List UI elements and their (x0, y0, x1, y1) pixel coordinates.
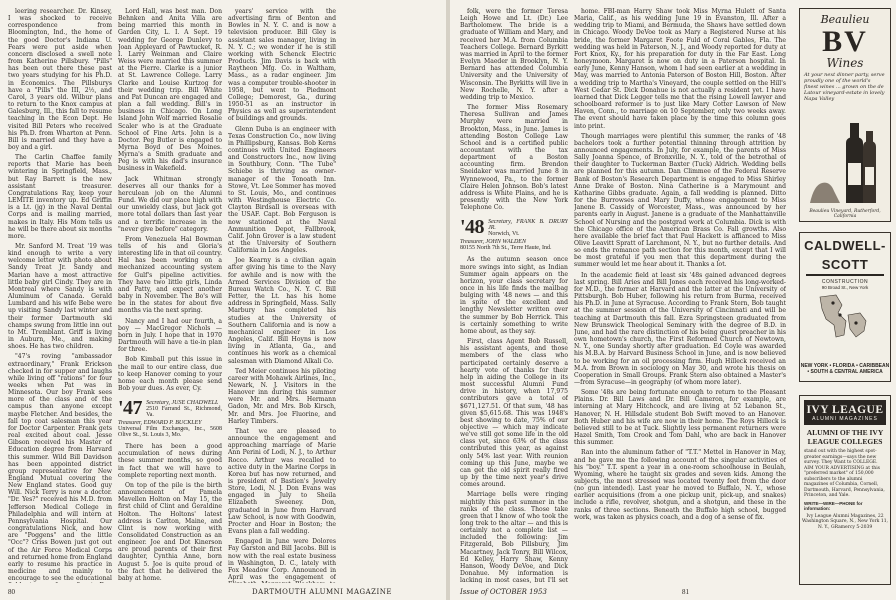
class-secretary: Secretary, JUSE CHADWELL (146, 400, 219, 407)
paragraph: Bob Kimball put this issue in the mail to our entire class, due to keep Hanover coming to your home each month please send Bob your dues. As ever, Cy. (118, 356, 222, 392)
paragraph: Nancy and I had our fourth, a boy — MacGregor Nichols — born in July. I hope that in 1970 Dartmouth will have a tie-in plan for three. (118, 317, 222, 354)
class-treasurer-address: 80155 North 7th St., Terre Haute, Ind. (460, 245, 552, 252)
class-secretary-address: 2510 Farrand St., Richmond, Va. (146, 406, 222, 419)
class-year: '48 (460, 216, 485, 239)
caldwell-scott-ad (799, 232, 891, 382)
paragraph: Engaged in June were Dolores Fay Garston and Bill Jacobs. Bill is now with the real estate business in Washington, D. C., lately with Fox Meadow Corp. Announced in April was the engagement of (228, 538, 336, 582)
ad-title: IVY LEAGUE (806, 404, 884, 416)
paragraph: home. FBI-man Harry Shaw took Miss Myrna Hulett of Santa Maria, Calif., as his wedding June 19 in Evanston, Ill. After a wedding trip to Miami, and Bermuda, the Shaws have settled down in Chicago. Woody DeVoe took as Mary a Registered Nurse at his bride, the former Margaret Foote Fuld of Coral Gables, Fla. The wedding was held in Paterson, N. J., and Woody reported for duty at Fort Knox, Ky., for his preparation for duty in the Far East. Long honeymoon. Margaret is now on duty in a Paterson hospital. In early June, Kenny Hanson, whom I had seen earlier at a wedding in May, was married to Antonia Paterson of Boston Hill, Boston. After a wedding trip to Martha's Vineyard, the couple settled on the Hill's West Cedar St. Dick Donahue is not actually a resident yet. I have learned that Dick Legger tells me that the rising Lowell lawyer and schoolboard reformer is to just like Mary Cotter Lawson of New Haven, Conn., to marriage on 10 September, only two weeks away. The event should have taken place by the time this column goes into print. (574, 8, 786, 130)
paragraph: years' service with the advertising firm of Benton and Bowles in N. Y. C. and is now a television producer. Bill Gley is assistant sales manager, living in N. Y. C.; we wonder if he is still working with Schenck Electric Products. Jim Davis is back with Raytheon Mfg. Co. in Waltham, Mass., as a radar engineer. Jim was a computer trouble-shooter in 1958, but went to Piedmont College; Demorest, Ga., during 1950-51 as an instructor in Physics as well as superintendent of buildings and grounds. (228, 8, 336, 123)
right-column-1 (460, 8, 568, 583)
paragraph: Lord Hall, was best man. Don Behnken and Anita Villa are being married this month in Garden City, L. I. A Sept. 19 wedding for George Dunlevy to Joan Appleyard of Pawtucket, R. I. Larry Weinman and Claire Weiss were married this summer at the Pierre. Clarke is a junior at St. Lawrence College. Larry Clarke and Louise Kurtzog for their wedding trip. Bill White and Pat Duncan are engaged and plan a fall wedding. Bill's in business in Chicago. On Long Island John Wolf married Rosalie Scaler who is at the Graduate School of Fine Arts. John is a Doctor. Peg Butler is engaged to Myrna Boyd of Des Moines. Myrna's a Smith graduate and Peg is with his dad's insurance business in Wakefield. (118, 8, 222, 173)
paragraph: First, class Agent Bob Russell, his assistant agents, and those members of the class who participated certainly deserve a hearty vote of thanks for their help in aiding the College in its most successful Alumni Fund drive in history, when 17,975 contributors gave a total of $671,127.51. Of that sum, '48 has given $5,615.68. This was 1948's best showing to date, 75% of our objective — which may indicate we've still got some life in the old class yet, since 63% of the class contributed this year, as against only 54% last year. With reunion coming up this June, maybe we can get the old spirit really fired up by the time next year's drive comes around. (460, 338, 568, 489)
ad-rule (806, 274, 884, 276)
ad-footer: Beaulieu Vineyard, Rutherford, California (809, 209, 881, 219)
left-page (0, 0, 446, 600)
map-illustration (800, 291, 890, 341)
class-treasurer: Treasurer, EDWARD P. BUCKLEY (118, 420, 202, 427)
right-page (450, 0, 896, 600)
paragraph: The former Miss Rosemary Theresa Sullivan and James Murphy were married in Brookton, Mass., in June. James is attending Boston College Law School and is a certified public accountant with the tax department of a Boston accounting firm. Brendon Sneidaker was married June 8 in Wynnewood, Pa., to the former Claire Helen Johnson. Bob's latest address is White Plains, and he is presently with the New York Telephone Co. (460, 104, 568, 212)
paragraph: Ted Meier continues his piloting career with Mohawk Airlines, Inc., Newark, N. J. Visitors in the Hanover inn during this summer were Mr. and Mrs. Hermann Gadon, Mr. and Mrs. Bob Kirsch, Mr. and Mrs. Joe Fluorine, and Harley Timbers. (228, 367, 336, 425)
class-treasurer-address: Universal Film Exchanges, Inc., 5608 Olive St., St. Louis 3, Mo. (118, 426, 222, 439)
paragraph: That we are pleased to announce the engagement and approaching marriage of Marie Ann Perini of Lodi, N. J., to Arthur Rocco. Arthur was recalled to active duty in the Marine Corps in Korea but has now returned, and is president of Bastien's Jewelry Store, Lodi, N. J. Don Evans was engaged in July to Sheila Elizabeth Sweeney. Don, graduated in June from Harvard Law School, is now with Goodwin, Procter and Hoar in Boston; the Evans plan a fall wedding. (228, 427, 336, 536)
class-secretary: Secretary, FRANK B. DRURY JR. (488, 219, 568, 232)
paragraph: "47's roving "ambassador extraordinary," Frank Erickson checked in for supper and laughs while living off "rations" for four weeks when Pat was in Minnesota. Our boy Frank sees more of the class and of the campus than anyone except maybe Fletcher. And besides, the fall top coat salesman this year for Doctor Carpenter. Frank gets real excited about coal. Jesse Gibson received his Master of Education degree from Harvard this summer. Wild Bill Davidson has been appointed district group representative for New England Mutual covering the New England states. Good guy Will. Nick Terry is now a doctor. "Dr. Yes?" received his M.D. from Jefferson Medical College in Philadelphia and will intern at Pennsylvania Hospital. Our congratulations Nick, and how are "Poggens" and the little "Occ"? Criss Bowen just got out of the Air Force Medical Corps and returned home from England early to resume his practice in medicine and mainly to encourage to see the educational (8, 353, 112, 583)
paragraph: From Venezuela Hal Bowman tells of his and Gloria's interesting life in that oil country. Hal has been working on a mechanized accounting system for Gulf's pipeline activities. They have two little girls, Linda and Patty, and expect another baby in November. The Bo's will be in the states for about five months via the next spring. (118, 235, 222, 315)
paragraph: There has been a good accumulation of news during these summer months, so good in fact that we will have to complete reporting next month. (118, 443, 222, 479)
ad-address: Ivy League Alumni Magazines, 22 Washington Square, N., New York 11, N. Y., GRamercy 5-2039 (802, 513, 888, 530)
paragraph: Ran into the aluminum father of "T.T." Mettel in Hanover in May, and he gave me the following account of the singular activities of his "boy." T.T. spent a year in a one-room schoolhouse in Beulah, Wyoming, where he taught six grades and seven kids. Among the subjects, the most stressed was located twenty feet from the door (no gun intended). Last year he moved to Buffalo, N. Y., whose earlier acquisitions (from a one pickup unit, pick-up, and snakes) include a rifle, revolver, shotgun, and a shotgun, and these in the ranks of three sections. Beneath the Buffalo high school, bugged work, was taken as physics coach, and a dog of a sense of fix. (574, 449, 786, 521)
paragraph: folk, were the former Teresa Leigh Howe and Lt. (Dr.) Lee Bartholomew. The bride is a graduate of William and Mary, and received her M.A. from Columbia Teachers College. Bernard Byrkitt was married in April to the former Evelyn Maeder in Brooklyn, N. Y. Bernard has attended Columbia University and the University of Wisconsin. The Byrkitts will live in New Rochelle, N. Y. after a wedding trip to Mexico. (460, 8, 568, 101)
class-year: '47 (118, 397, 143, 420)
page-number-right: 81 (682, 588, 689, 596)
paragraph: Mr. Sanford M. Treat '19 was kind enough to write a very welcome letter with photo about Sandy Treat Jr. Sandy and Marian have a most attractive little baby girl Cindy. They are in Montreal where Sandy is with Aluminum of Canada. Gerald Lumbard and his wife Bebe were up visiting Sandy last winter and their former Dartmouth ski champs swung from little inn out to Mt. Tremblant. Griff is living in Auburn, Me., and making shoes. He has two children. (8, 243, 112, 351)
paragraph: Joe Kearny is a civilian again after giving his time to the Navy for awhile and is now with the Armed Services Division of the Bureau Watch Co., N. Y. C. Bill Fetter, the Lt. has his home address in Springfield, Mass. Sally Marbury has completed his studies at the University of Southern California and is now a mechanical engineer in Los Angeles, Calif. Bill Hoyns is now living in Atlanta, Ga., and continues his work as a chemical salesman with Diamond Alkali Co. (228, 257, 336, 365)
issue-label: Issue of OCTOBER 1953 (460, 588, 547, 596)
paragraph: Some '48s are being fortunate enough to return to the Pleasant Plains. Dr. Bill Laws and Dr. Bill Cameron, for example, are interning at Mary Hitchcock, and are living at 52 Lebanon St., Hanover, N. H. Hillsdale student Bob Swift moved to an Hanover. Both Huber and his wife are now in their home. The Roys Hilleck is believed still to be at Tuck. Slightly less permanent returners were Hazel Smith, Tom Crook and Tom Dahl, who are back in Hanover this summer. (574, 389, 786, 447)
ad-product-script: Wines (826, 56, 864, 70)
paragraph: leering researcher. Dr. Kinsey, I was shocked to receive correspondence from Bloomington, Ind., the home of the good Doctor's Indiana U. Fears were put aside when concern disclosed a swell note from Katherine Pillsbury. "Pills" has been out there these past two years studying for his Ph.D. in Economics. The Pillsburys have a "Pills" the III, 2½, and Carol, 3 years old. Wilbur plans to return to the Knox campus at Galesburg, Ill., this fall to resume teaching in the Econ Dept. He visited Bill Peters who received his Ph.D. from Wharton at Penn. Bill is married and they have a boy and a girl. (8, 8, 112, 151)
left-column-3 (228, 8, 336, 583)
page-number-left: 80 (8, 588, 15, 596)
ivy-league-ad (799, 395, 891, 585)
ad-header-block (804, 400, 886, 425)
class-treasurer: Treasurer, JOHN WALDEN (460, 239, 526, 246)
ad-subtitle: ALUMNI MAGAZINES (812, 416, 878, 422)
class-secretary-address: Norwich, Vt. (488, 231, 520, 238)
beaulieu-vineyard-ad (799, 8, 891, 222)
paragraph: Though marriages were plentiful this summer, the ranks of '48 bachelors took a further potential thinning through attrition by announced engagements. In July, for example, the parents of Miss Sally Joanna Spence, of Bronxville, N. Y., told of the betrothal of their daughter to Tuckerman Baxter (Tuck) Aldrich. Wedding bells are planned for this autumn. Dan Climmee of the Federal Reserve Bank of Boston's Research Department is engaged to Miss Shirley Anne Drake of Boston. Nina Catherine is a Marymount and Katharine Gibbs graduate. Again, a fall wedding is planned. Ditto for the Burrowses and Mary Duffy, whose engagement to Miss Janene B. Cassidy of Worcester, Mass., was announced by her parents early in August. Janene is a graduate of the Manhattanville School of Nursing and the postgrad work at Columbia. Dick is with the Chicago office of the American Brass Co. Fall growths. Also here available the brief fact that Paul Hackett is affianced to Miss Olive Leavitt Spratt of Larchmont, N. Y., but no further details. And so ends the romance path section for this month, except that I will be most grateful if you men that this department during the summer would let me hear about it. Thanks a lot. (574, 132, 786, 269)
paragraph: Glenn Duba is an engineer with Texas Construction Co., now living in Phillipsburg, Kansas. Bob Kerns continues with United Engineers and Constructors Inc., now living in Southbury, Conn. "The Tube" Schiebe is thriving as owner-manager of the Tonoath Inn. Stowe, Vt. Lee Sommer has moved to St. Louis, Mo., and continues with Westinghouse Electric Co. Clayton Birdsall is overseas with the USAF. Capt. Bob Ferguson is now stationed at the Naval Ammunition Depot, Fallbrook, Calif. John Grover is a law student at the University of Southern California in Los Angeles. (228, 125, 336, 255)
left-column-1 (8, 8, 112, 583)
ad-copy: stand out with the highest spot-greater earnings—says the new survey. They Want to COLLEGE. AIM YOUR ADVERTISING at this "preferred market" of 150,000 subscribers to the alumni magazines of Columbia, Cornell, Dartmouth, Harvard, Pennsylvania, Princeton, and Yale. (804, 449, 885, 498)
ad-service-areas: NEW YORK • FLORIDA • CARIBBEAN • SOUTH & CENTRAL AMERICA (800, 363, 890, 375)
ad-subtitle: CONSTRUCTION (821, 279, 869, 285)
paragraph: As the autumn season once more swings into sight, as Indian Summer again appears on the horizon, your class secretary for once in his life finds the mailbag bulging with '48 news — and this in spite of the excellent and lengthy Newsletter written over the summer by Bob Herrick. This is certainly something to write home about, as they say. (460, 256, 568, 335)
ad-address: 90 Broad St., New York (821, 285, 869, 290)
paragraph: In the academic field at least six '48s gained advanced degrees last spring. Bill Aries and Bill Jones each received his long-worked-for M.D., the former at Harvard and the latter at the University of Pittsburgh. Bob Huber, following his return from Burma, received his Ph.D. in June at Syracuse. According to Frank Stern, Bob taught at the summer session of the University of Cincinnati and will be teaching at Dartmouth this fall. Ezra Springsteen graduated from New Brunswick Theological Seminary with the degree of B.D. in June, and had the rare distinction of his being guest preacher in his own hometown's church, the First Reformed Church of Newtown, N. Y., one Sunday shortly after graduation. Ed Coyle was awarded his M.B.A. by Harvard Business School in June, and is now believed to be working for an oil processing firm. Hugh Hilleck received an M.A. from Brown in sociology on May 30, and wrote his thesis on Cooperation in Small Groups. Frank Stern also obtained a Master's—from Syracuse—in geography (of whom more later). (574, 271, 786, 386)
ad-brand-script: Beaulieu (820, 13, 870, 26)
class-48-heading (460, 217, 568, 251)
paragraph: The Carlin Chaffee family reports that Marie has been wintering in Springfield, Mass., but Ray Barrett is the new assistant treasurer. Congratulations Ray, keep your LEMITE inventory up. Ed Griffin is a Lt. (jg) in the Naval Dental Corps and is mailing married, makes in Italy. His Mom tells us he will be there about six months more. (8, 154, 112, 240)
wine-bottles-illustration (800, 117, 890, 212)
ad-headline: ALUMNI OF THE IVY LEAGUE COLLEGES (806, 428, 884, 446)
ad-copy: At your next dinner party, serve proudly one of the world's finest wines ... grown on the de Latour vineyard-estate in lovely Napa Valley (804, 72, 885, 102)
paragraph: On top of the pile is the birth announcement of Pamela Mavellen Holton on May 15, the first child of Clint and Geraldine Holton. The Holtons' latest address is Carlton, Maine, and Clint is now working with Consolidated Construction as an engineer. Joe and Dot Kinerson are proud parents of their first daughter, Cynthia Anne, born August 5. Joe is quite proud of the fact that he delivered the baby at home. (118, 481, 222, 582)
right-column-2 (574, 8, 786, 583)
ad-brand-monogram: BV (822, 25, 868, 58)
paragraph: Marriage bells were ringing mightily this past summer in the ranks of the class. Those take green that I know of who took the long trek to the altar — and this is certainly not a complete list — included the following: Jim Fitzgerald, Bob Pillsbury, Jim Macartney, Jack Tonry, Bill Wilcox, Ed Kelley, Harry Shaw, Kenny Hanson, Woody DeVoe, and Dick Donahue. My information is lacking in most cases, but I'll set (460, 491, 568, 583)
class-47-heading (118, 398, 222, 438)
running-title: DARTMOUTH ALUMNI MAGAZINE (252, 588, 393, 596)
ad-call-to-action: WRITE—WIRE—PHONE for information: (804, 500, 863, 511)
ad-title-line-1: CALDWELL- (804, 238, 886, 253)
ad-title-line-2: SCOTT (821, 257, 869, 272)
paragraph: Jack Whitman strongly deserves all our thanks for a herculean job on the Alumni Fund. We did our place high with our unwieldy class, but Jack got more total dollars than last year and a terrific increase in the "never give before" category. (118, 175, 222, 233)
left-column-2 (118, 8, 222, 583)
